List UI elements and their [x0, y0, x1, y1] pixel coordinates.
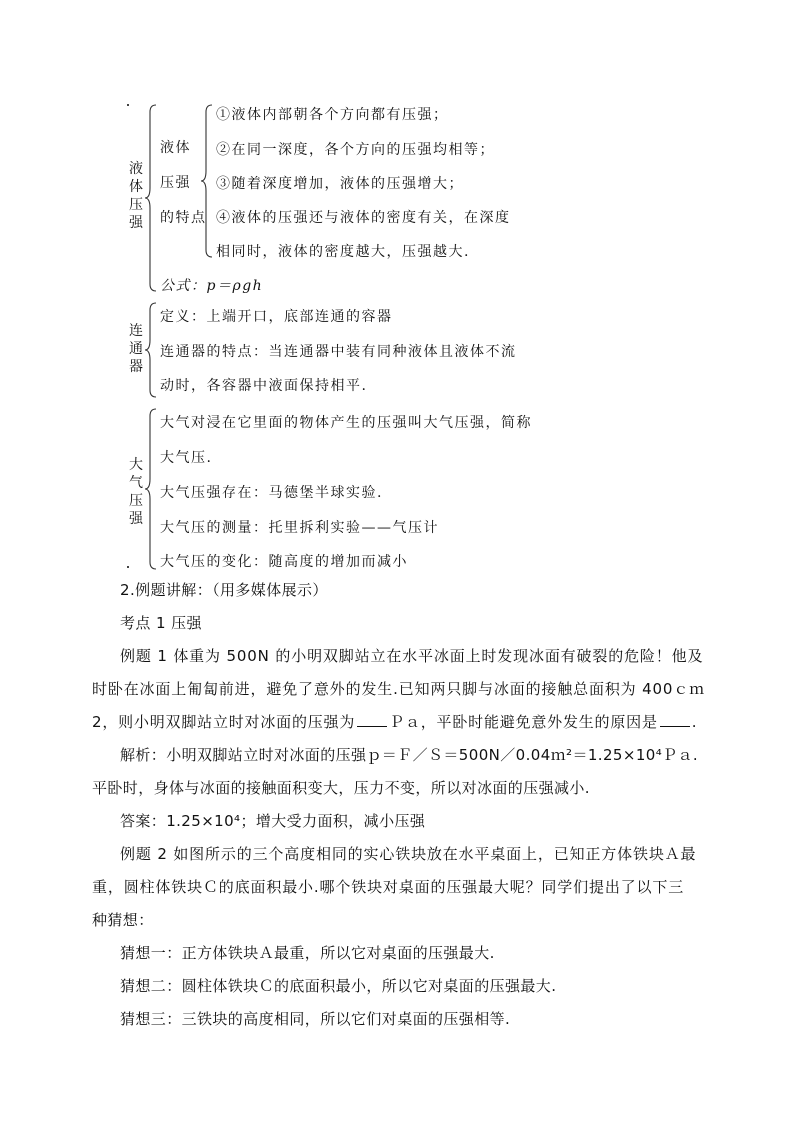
liquid-feature-1: ①液体内部朝各个方向都有压强；: [216, 107, 449, 123]
connector-feature-cont: 动时，各容器中液面保持相平.: [160, 378, 368, 394]
guess-3: 猜想三：三铁块的高度相同，所以它们对桌面的压强相等.: [120, 1010, 511, 1028]
connector-feature: 连通器的特点：当连通器中装有同种液体且液体不流: [160, 344, 517, 360]
connector-brace: [144, 302, 158, 398]
example-2-line-1: 例题 2 如图所示的三个高度相同的实心铁块放在水平桌面上，已知正方体铁块Ａ最: [120, 845, 697, 863]
liquid-sub-label-2: 压强: [160, 175, 191, 191]
liquid-sub-label-1: 液体: [160, 140, 191, 156]
analysis-line-1: 解析：小明双脚站立时对冰面的压强ｐ＝Ｆ／Ｓ＝500N／0.04ｍ²＝1.25×10⁴Ｐａ.: [120, 746, 699, 764]
answer-blank-pressure[interactable]: [357, 714, 387, 727]
example-1-line-3: [92, 711, 698, 732]
liquid-feature-3: ③随着深度增加，液体的压强增大；: [216, 176, 464, 192]
liquid-features-brace: [200, 104, 214, 258]
atmosphere-definition: 大气对浸在它里面的物体产生的压强叫大气压强，简称: [160, 415, 532, 431]
atmosphere-definition-cont: 大气压.: [160, 450, 213, 466]
answer-line: 答案：1.25×10⁴；增大受力面积，减小压强: [120, 812, 426, 830]
liquid-sub-label-3: 的特点: [160, 210, 207, 226]
atmosphere-measurement: 大气压的测量：托里拆利实验——气压计: [160, 520, 439, 536]
liquid-formula: 公式：p＝ρgh: [160, 278, 264, 294]
guess-2: 猜想二：圆柱体铁块Ｃ的底面积最小，所以它对桌面的压强最大.: [120, 977, 557, 995]
example-2-line-3: 种猜想：: [92, 911, 154, 929]
section-heading: 2.例题讲解：（用多媒体展示）: [120, 581, 328, 599]
example-1-line-2: 时卧在冰面上匍匐前进，避免了意外的发生.已知两只脚与冰面的接触总面积为 400ｃｍ: [92, 680, 706, 698]
example-1-line-3-mid: Ｐａ，平卧时能避免意外发生的原因是: [389, 713, 658, 731]
point-heading: 考点 1 压强: [120, 614, 202, 632]
answer-blank-reason[interactable]: [660, 714, 690, 727]
liquid-feature-4-cont: 相同时，液体的密度越大，压强越大.: [216, 244, 470, 260]
atmosphere-brace: [144, 408, 158, 570]
connector-definition: 定义：上端开口，底部连通的容器: [160, 309, 393, 325]
guess-1: 猜想一：正方体铁块Ａ最重，所以它对桌面的压强最大.: [120, 944, 495, 962]
liquid-outer-brace: [144, 104, 158, 292]
atmosphere-title: 大气压强: [129, 457, 143, 527]
connector-title: 连通器: [129, 323, 143, 375]
atmosphere-change: 大气压的变化：随高度的增加而减小: [160, 554, 408, 570]
example-1-line-3-start: 2，则小明双脚站立时对冰面的压强为: [92, 713, 356, 731]
margin-dot: [127, 104, 129, 106]
example-2-line-2: 重，圆柱体铁块Ｃ的底面积最小.哪个铁块对桌面的压强最大呢？同学们提出了以下三: [92, 878, 685, 896]
example-1-line-1: 例题 1 体重为 500N 的小明双脚站立在水平冰面上时发现冰面有破裂的危险！他及: [120, 647, 704, 665]
liquid-feature-2: ②在同一深度，各个方向的压强均相等；: [216, 142, 495, 158]
liquid-feature-4: ④液体的压强还与液体的密度有关，在深度: [216, 210, 511, 226]
atmosphere-existence: 大气压强存在：马德堡半球实验.: [160, 485, 383, 501]
liquid-pressure-title: 液体压强: [129, 161, 143, 231]
margin-dot: [127, 566, 129, 568]
analysis-line-2: 平卧时，身体与冰面的接触面积变大，压力不变，所以对冰面的压强减小.: [92, 779, 590, 797]
example-1-line-3-end: .: [691, 713, 698, 731]
